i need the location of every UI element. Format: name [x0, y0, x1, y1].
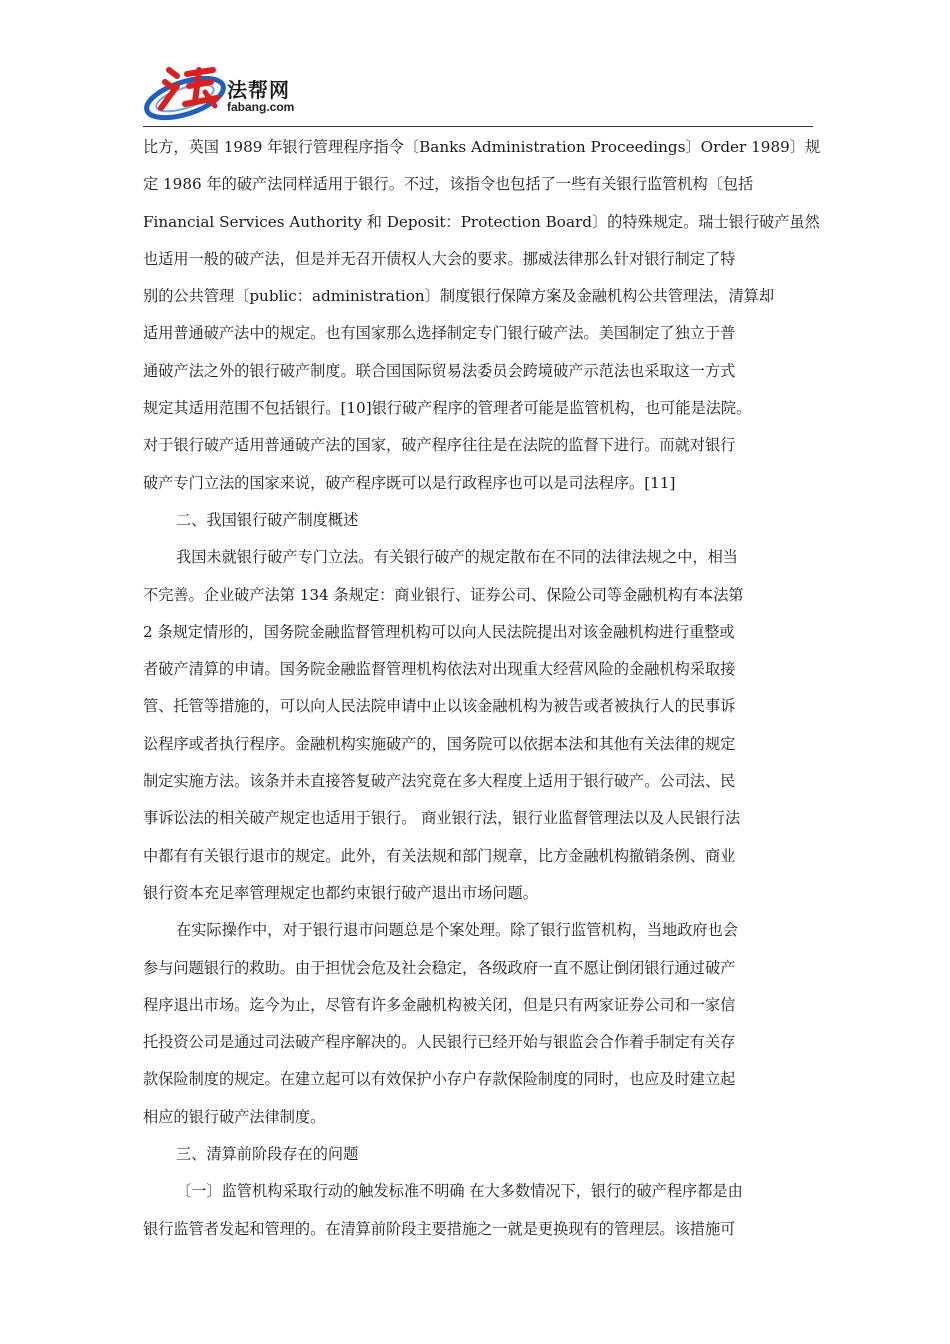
text-line: 款保险制度的规定。在建立起可以有效保护小存户存款保险制度的同时，也应及时建立起 [143, 1070, 736, 1089]
text-line: 〔一〕监管机构采取行动的触发标准不明确 在大多数情况下，银行的破产程序都是由 [176, 1182, 743, 1201]
text-line: 比方，英国 1989 年银行管理程序指令〔Banks Administration Proceedings〕Order 1989〕规 [143, 138, 821, 156]
text-line: 破产专门立法的国家来说，破产程序既可以是行政程序也可以是司法程序。[11] [143, 473, 676, 492]
site-header [143, 62, 823, 126]
header-divider [143, 126, 813, 127]
text-line: 二、我国银行破产制度概述 [176, 510, 359, 529]
text-line: 讼程序或者执行程序。金融机构实施破产的，国务院可以依据本法和其他有关法律的规定 [143, 734, 736, 753]
text-line: 规定其适用范围不包括银行。[10]银行破产程序的管理者可能是监管机构，也可能是法院。 [143, 399, 752, 418]
text-line: 中都有有关银行退市的规定。此外，有关法规和部门规章，比方金融机构撤销条例、商业 [143, 846, 736, 865]
text-line: 我国未就银行破产专门立法。有关银行破产的规定散布在不同的法律法规之中，相当 [176, 548, 738, 567]
text-line: 定 1986 年的破产法同样适用于银行。不过，该指令也包括了一些有关银行监管机构〔包括 [143, 175, 754, 194]
text-line: 适用普通破产法中的规定。也有国家那么选择制定专门银行破产法。美国制定了独立于普 [143, 324, 736, 343]
text-line: 不完善。企业破产法第 134 条规定：商业银行、证券公司、保险公司等金融机构有本法第 [143, 585, 744, 604]
document-body [143, 129, 821, 1248]
text-line: 者破产清算的申请。国务院金融监督管理机构依法对出现重大经营风险的金融机构采取接 [143, 660, 736, 679]
text-line: Financial Services Authority 和 Deposit：Protection Board〕的特殊规定。瑞士银行破产虽然 [143, 212, 820, 231]
text-line: 银行资本充足率管理规定也都约束银行破产退出市场问题。 [143, 883, 538, 902]
section-heading [143, 502, 813, 539]
logo-domain: fabang.com [227, 100, 295, 114]
text-line: 通破产法之外的银行破产制度。联合国国际贸易法委员会跨境破产示范法也采取这一方式 [143, 361, 736, 380]
paragraph [143, 912, 813, 1136]
paragraph [143, 129, 821, 502]
fabang-logo-icon [143, 62, 233, 124]
text-line: 别的公共管理〔public：administration〕制度银行保障方案及金融机构公共管理法，清算却 [143, 287, 775, 306]
logo-title: 法帮网 [227, 78, 290, 102]
text-line: 参与问题银行的救助。由于担忧会危及社会稳定，各级政府一直不愿让倒闭银行通过破产 [143, 958, 736, 977]
text-line: 2 条规定情形的，国务院金融监督管理机构可以向人民法院提出对该金融机构进行重整或 [143, 622, 735, 641]
text-line: 对于银行破产适用普通破产法的国家，破产程序往往是在法院的监督下进行。而就对银行 [143, 436, 736, 455]
paragraph [143, 1173, 813, 1248]
paragraph [143, 539, 813, 912]
text-line: 托投资公司是通过司法破产程序解决的。人民银行已经开始与银监会合作着手制定有关存 [143, 1033, 736, 1052]
text-line: 相应的银行破产法律制度。 [143, 1107, 326, 1126]
text-line: 也适用一般的破产法，但是并无召开债权人大会的要求。挪威法律那么针对银行制定了特 [143, 249, 736, 268]
text-line: 管、托管等措施的，可以向人民法院申请中止以该金融机构为被告或者被执行人的民事诉 [143, 697, 736, 716]
text-line: 程序退出市场。迄今为止，尽管有许多金融机构被关闭，但是只有两家证券公司和一家信 [143, 995, 736, 1014]
text-line: 制定实施方法。该条并未直接答复破产法究竟在多大程度上适用于银行破产。公司法、民 [143, 772, 736, 791]
text-line: 银行监管者发起和管理的。在清算前阶段主要措施之一就是更换现有的管理层。该措施可 [143, 1219, 736, 1238]
text-line: 三、清算前阶段存在的问题 [176, 1145, 359, 1164]
text-line: 在实际操作中，对于银行退市问题总是个案处理。除了银行监管机构，当地政府也会 [176, 921, 738, 940]
text-line: 事诉讼法的相关破产规定也适用于银行。 商业银行法，银行业监督管理法以及人民银行法 [143, 809, 741, 828]
section-heading [143, 1136, 813, 1173]
